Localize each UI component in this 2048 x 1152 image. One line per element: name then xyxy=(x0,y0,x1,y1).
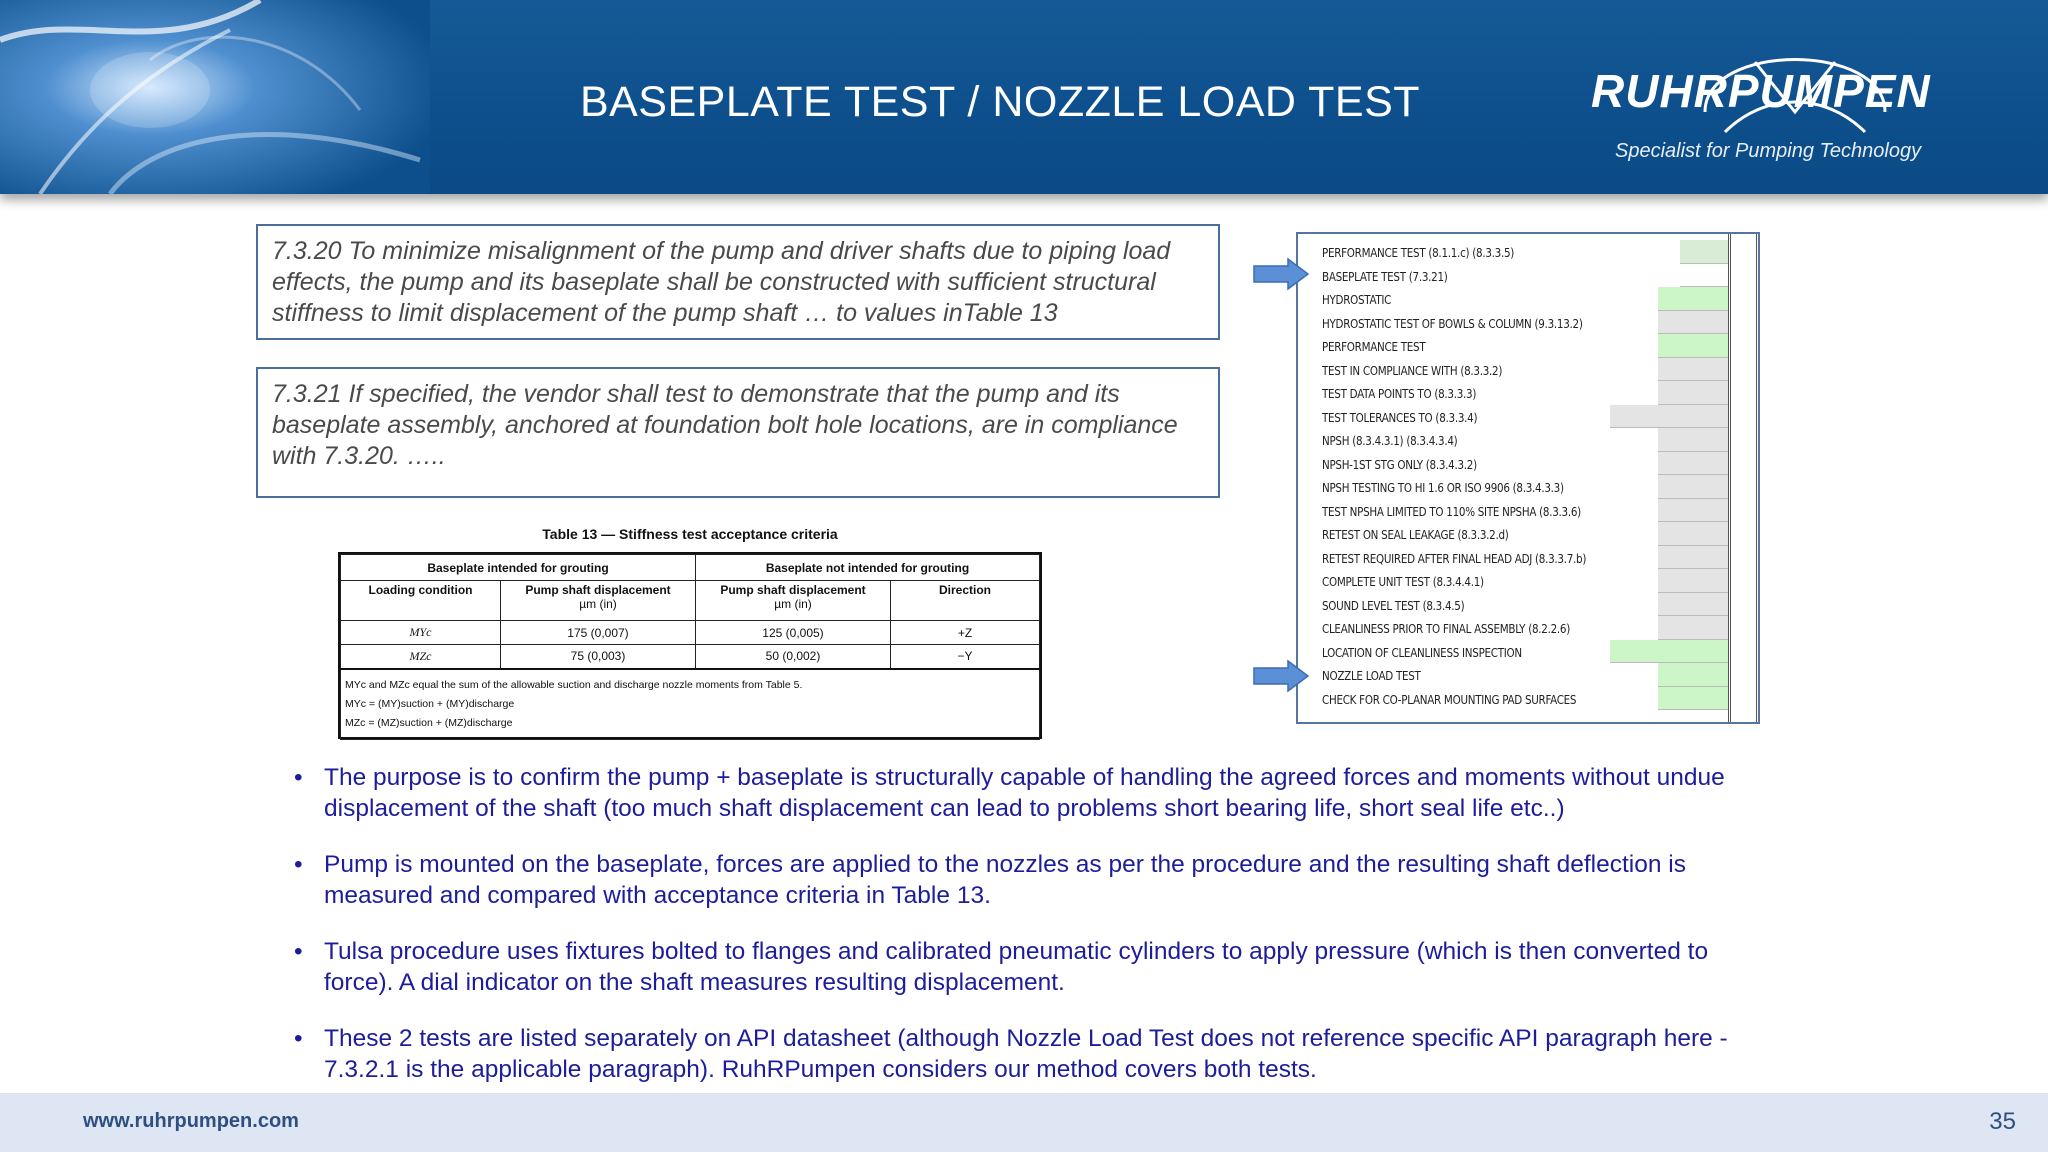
datasheet-value-cell xyxy=(1658,381,1728,405)
bullet-list xyxy=(292,762,1782,1110)
datasheet-row xyxy=(1298,452,1760,476)
datasheet-value-cell xyxy=(1658,546,1728,570)
logo-wordmark: RUHRPUMPEN xyxy=(1591,65,1931,117)
datasheet-row-label: CLEANLINESS PRIOR TO FINAL ASSEMBLY (8.2.2.6) xyxy=(1322,621,1570,636)
datasheet-row xyxy=(1298,663,1760,687)
table13-col-header: Direction xyxy=(891,581,1040,621)
page-number: 35 xyxy=(1989,1108,2016,1135)
datasheet-row xyxy=(1298,522,1760,546)
datasheet-row xyxy=(1298,569,1760,593)
datasheet-row xyxy=(1298,640,1760,664)
datasheet-row xyxy=(1298,287,1760,311)
datasheet-value-cell xyxy=(1658,475,1728,499)
quote-7-3-20: 7.3.20 To minimize misalignment of the pump and driver shafts due to piping load effects, the pump and its baseplate shall be constructed with sufficient structural stiffness to limit displacement of the pump shaft … to values inTable 13 xyxy=(256,224,1220,340)
datasheet-value-cell xyxy=(1658,569,1728,593)
table-cell: 125 (0,005) xyxy=(696,621,891,645)
datasheet-row xyxy=(1298,499,1760,523)
datasheet-row-label: CHECK FOR CO-PLANAR MOUNTING PAD SURFACES xyxy=(1322,691,1577,707)
table13 xyxy=(338,552,1042,739)
table13-notes xyxy=(341,669,1040,740)
datasheet-row-label: COMPLETE UNIT TEST (8.3.4.4.1) xyxy=(1322,574,1484,589)
table13-group-header: Baseplate intended for grouting xyxy=(341,555,696,581)
arrow-right-icon xyxy=(1252,257,1310,291)
datasheet-row-label: RETEST ON SEAL LEAKAGE (8.3.3.2.d) xyxy=(1322,527,1509,542)
slide-title: BASEPLATE TEST / NOZZLE LOAD TEST xyxy=(579,78,1421,126)
arrow-right-icon xyxy=(1252,659,1310,693)
datasheet-value-cell xyxy=(1658,687,1728,711)
datasheet-value-cell xyxy=(1658,428,1728,452)
datasheet-row xyxy=(1298,381,1760,405)
datasheet-row-label: SOUND LEVEL TEST (8.3.4.5) xyxy=(1322,597,1465,613)
datasheet-row-label: BASEPLATE TEST (7.3.21) xyxy=(1322,268,1448,284)
datasheet-value-cell xyxy=(1680,240,1728,264)
datasheet-row-label: TEST IN COMPLIANCE WITH (8.3.3.2) xyxy=(1322,362,1503,378)
bullet-item: • The purpose is to confirm the pump + baseplate is structurally capable of handling the agreed forces and moments without undue displacement of the shaft (too much shaft displacement can lead to problems short bearing life, short seal life etc..) xyxy=(292,762,1782,824)
datasheet-row-label: TEST DATA POINTS TO (8.3.3.3) xyxy=(1322,386,1477,401)
datasheet-value-cell xyxy=(1658,311,1728,335)
table13-col-header: Loading condition xyxy=(341,581,501,621)
table-row xyxy=(341,645,1040,669)
datasheet-value-cell xyxy=(1658,452,1728,476)
slide-footer xyxy=(0,1093,2048,1152)
api-datasheet-excerpt xyxy=(1296,232,1760,724)
datasheet-value-cell xyxy=(1680,264,1728,288)
datasheet-row-label: NPSH-1ST STG ONLY (8.3.4.3.2) xyxy=(1322,456,1477,472)
datasheet-row-label: PERFORMANCE TEST (8.1.1.c) (8.3.3.5) xyxy=(1322,245,1515,260)
table-cell: MZc xyxy=(341,645,501,669)
datasheet-row xyxy=(1298,358,1760,382)
datasheet-value-cell xyxy=(1658,287,1728,311)
table-cell: 175 (0,007) xyxy=(501,621,696,645)
datasheet-row xyxy=(1298,687,1760,711)
datasheet-row-label: NPSH (8.3.4.3.1) (8.3.4.3.4) xyxy=(1322,433,1458,448)
datasheet-row xyxy=(1298,405,1760,429)
datasheet-value-cell xyxy=(1658,663,1728,687)
table13-caption: Table 13 — Stiffness test acceptance criteria xyxy=(542,526,838,542)
datasheet-value-cell xyxy=(1658,616,1728,640)
datasheet-row-label: NOZZLE LOAD TEST xyxy=(1322,668,1421,683)
footer-website-link[interactable]: www.ruhrpumpen.com xyxy=(83,1110,299,1132)
ruhrpumpen-logo xyxy=(1585,22,2005,172)
datasheet-row-label: PERFORMANCE TEST xyxy=(1322,339,1426,354)
header-swirl-graphic xyxy=(0,0,430,194)
datasheet-row xyxy=(1298,616,1760,640)
datasheet-value-cell xyxy=(1658,593,1728,617)
datasheet-row-label: RETEST REQUIRED AFTER FINAL HEAD ADJ (8.3.3.7.b) xyxy=(1322,550,1587,566)
table13-col-header: Pump shaft displacement µm (in) xyxy=(501,581,696,621)
logo-tagline: Specialist for Pumping Technology xyxy=(1615,140,1922,162)
datasheet-row-label: TEST NPSHA LIMITED TO 110% SITE NPSHA (8.3.3.6) xyxy=(1322,503,1581,519)
table-row xyxy=(341,621,1040,645)
datasheet-row-label: LOCATION OF CLEANLINESS INSPECTION xyxy=(1322,644,1522,660)
datasheet-row xyxy=(1298,334,1760,358)
table-cell: −Y xyxy=(891,645,1040,669)
datasheet-row-label: HYDROSTATIC TEST OF BOWLS & COLUMN (9.3.13.2) xyxy=(1322,315,1583,331)
datasheet-row-label: NPSH TESTING TO HI 1.6 OR ISO 9906 (8.3.4.3.3) xyxy=(1322,480,1564,495)
table13-note: MZc = (MZ)suction + (MZ)discharge xyxy=(345,716,513,729)
table-cell: 75 (0,003) xyxy=(501,645,696,669)
datasheet-value-cell xyxy=(1658,499,1728,523)
bullet-item: • Tulsa procedure uses fixtures bolted to flanges and calibrated pneumatic cylinders to apply pressure (which is then converted to force). A dial indicator on the shaft measures resulting displacement. xyxy=(292,936,1782,998)
bullet-item: • These 2 tests are listed separately on API datasheet (although Nozzle Load Test does not reference specific API paragraph here - 7.3.2.1 is the applicable paragraph). RuhRPumpen considers our method covers both tests. xyxy=(292,1023,1782,1085)
datasheet-value-cell xyxy=(1658,358,1728,382)
datasheet-row xyxy=(1298,546,1760,570)
table13-note: MYc and MZc equal the sum of the allowable suction and discharge nozzle moments from Table 5. xyxy=(345,678,803,691)
datasheet-row xyxy=(1298,593,1760,617)
datasheet-row-label: TEST TOLERANCES TO (8.3.3.4) xyxy=(1322,409,1478,425)
table13-col-header: Pump shaft displacement µm (in) xyxy=(696,581,891,621)
datasheet-row xyxy=(1298,428,1760,452)
datasheet-row-label: HYDROSTATIC xyxy=(1322,292,1392,307)
slide-header xyxy=(0,0,2048,194)
datasheet-row xyxy=(1298,311,1760,335)
datasheet-row xyxy=(1298,240,1760,264)
table-cell: MYc xyxy=(341,621,501,645)
table13-group-header: Baseplate not intended for grouting xyxy=(696,555,1040,581)
table13-note: MYc = (MY)suction + (MY)discharge xyxy=(345,697,515,710)
bullet-item: • Pump is mounted on the baseplate, forces are applied to the nozzles as per the procedure and the resulting shaft deflection is measured and compared with acceptance criteria in Table 13. xyxy=(292,849,1782,911)
datasheet-value-cell xyxy=(1658,334,1728,358)
datasheet-value-cell xyxy=(1610,640,1728,664)
datasheet-value-cell xyxy=(1610,405,1728,429)
datasheet-row xyxy=(1298,264,1760,288)
quote-7-3-21: 7.3.21 If specified, the vendor shall test to demonstrate that the pump and its baseplate assembly, anchored at foundation bolt hole locations, are in compliance with 7.3.20. ….. xyxy=(256,367,1220,498)
table-cell: 50 (0,002) xyxy=(696,645,891,669)
datasheet-value-cell xyxy=(1658,522,1728,546)
table-cell: +Z xyxy=(891,621,1040,645)
datasheet-row xyxy=(1298,475,1760,499)
